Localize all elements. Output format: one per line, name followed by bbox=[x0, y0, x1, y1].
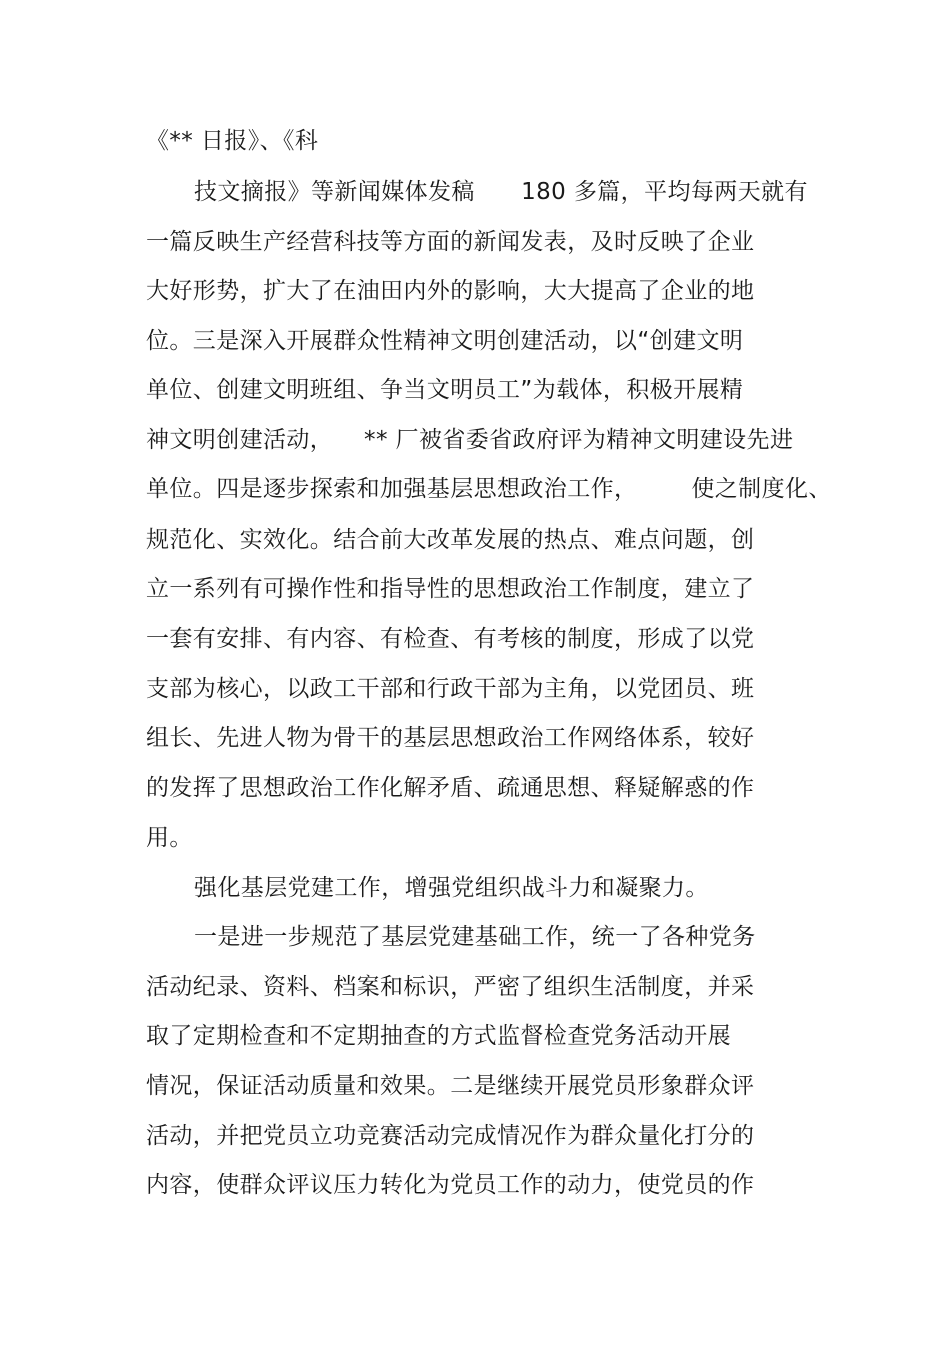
text-line: 的发挥了思想政治工作化解矛盾、疏通思想、释疑解惑的作 bbox=[146, 775, 755, 801]
text-line: 一篇反映生产经营科技等方面的新闻发表，及时反映了企业 bbox=[146, 229, 755, 255]
text-line: 活动，并把党员立功竞赛活动完成情况作为群众量化打分的 bbox=[146, 1123, 755, 1149]
text-line: 取了定期检查和不定期抽查的方式监督检查党务活动开展 bbox=[146, 1023, 731, 1049]
text-line: 《** 日报》、《科 bbox=[146, 128, 319, 154]
text-line: 一套有安排、有内容、有检查、有考核的制度，形成了以党 bbox=[146, 626, 755, 652]
text-line: 用。 bbox=[146, 825, 193, 851]
text-line: 活动纪录、资料、档案和标识，严密了组织生活制度，并采 bbox=[146, 974, 755, 1000]
text-line: 强化基层党建工作，增强党组织战斗力和凝聚力。 bbox=[194, 875, 709, 901]
text-line: 单位、创建文明班组、争当文明员工”为载体，积极开展精 bbox=[146, 377, 744, 403]
text-line: 组长、先进人物为骨干的基层思想政治工作网络体系，较好 bbox=[146, 725, 755, 751]
text-line: 大好形势，扩大了在油田内外的影响，大大提高了企业的地 bbox=[146, 278, 755, 304]
text-line: 技文摘报》等新闻媒体发稿 180 多篇，平均每两天就有 bbox=[194, 179, 808, 205]
text-line: 规范化、实效化。结合前大改革发展的热点、难点问题，创 bbox=[146, 527, 755, 553]
text-line: 支部为核心，以政工干部和行政干部为主角，以党团员、班 bbox=[146, 676, 755, 702]
text-line: 内容，使群众评议压力转化为党员工作的动力，使党员的作 bbox=[146, 1172, 755, 1198]
text-line: 单位。四是逐步探索和加强基层思想政治工作， 使之制度化、 bbox=[146, 476, 832, 502]
text-line: 神文明创建活动， ** 厂被省委省政府评为精神文明建设先进 bbox=[146, 427, 794, 453]
text-line: 位。三是深入开展群众性精神文明创建活动，以“创建文明 bbox=[146, 328, 744, 354]
text-line: 一是进一步规范了基层党建基础工作，统一了各种党务 bbox=[194, 924, 756, 950]
text-line: 立一系列有可操作性和指导性的思想政治工作制度，建立了 bbox=[146, 576, 755, 602]
text-line: 情况，保证活动质量和效果。二是继续开展党员形象群众评 bbox=[146, 1073, 755, 1099]
